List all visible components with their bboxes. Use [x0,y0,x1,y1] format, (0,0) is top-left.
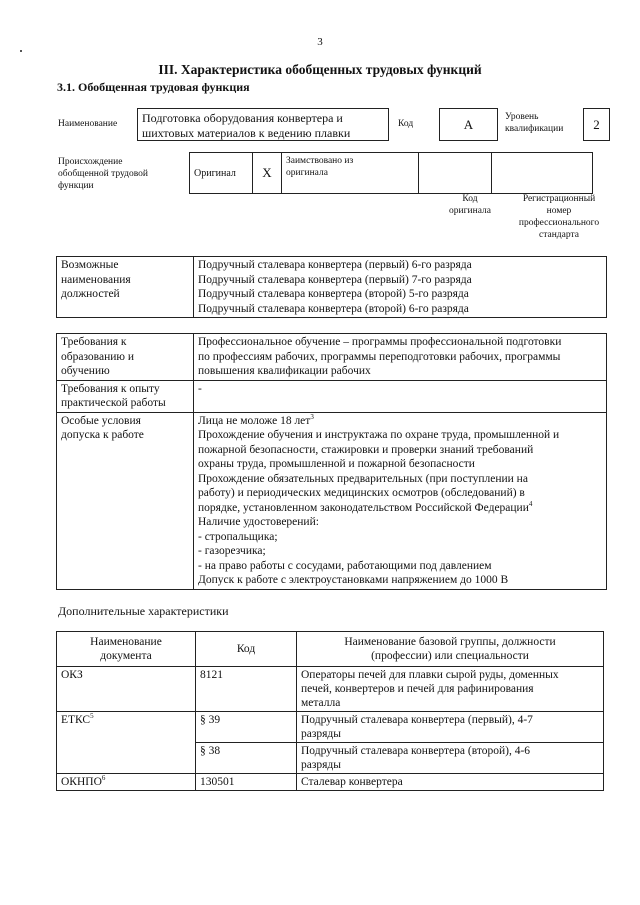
special-line: охраны труда, промышленной и пожарной безопасности [198,458,475,470]
special-line: Наличие удостоверений: [198,516,319,528]
positions-label-line-2: наименования [61,273,131,286]
etks-name-line: разряды [301,728,342,740]
subsection-title: 3.1. Обобщенная трудовая функция [57,80,250,94]
level-label-line-1: Уровень [505,112,539,122]
level-label [505,111,563,135]
oknpo-doc-text: ОКНПО [61,776,102,788]
level-label-line-2: квалификации [505,124,564,134]
positions-label-line-1: Возможные [61,259,119,271]
code-original-caption [436,193,504,217]
etks-name-1 [297,712,604,743]
oknpo-doc [57,774,196,791]
positions-list [194,257,607,318]
level-value: 2 [583,108,610,141]
okz-name-line: металла [301,697,341,709]
age-text: Лица не моложе 18 лет [198,414,311,427]
education-label [57,334,194,381]
education-line-3: повышения квалификации рабочих [198,365,371,377]
footnote-ref: 5 [90,712,94,721]
name-label: Наименование [58,119,118,129]
education-line-2: по профессиям рабочих, программы переподготовки рабочих, программы [198,350,561,363]
oknpo-code: 130501 [196,774,297,791]
etks-name-line: Подручный сталевара конвертера (первый), 4-7 [301,714,533,726]
experience-label [57,380,194,412]
age-requirement [198,414,602,429]
footnote-ref: 4 [528,499,533,508]
etks-doc-text: ЕТКС [61,714,91,726]
origin-label [58,156,148,192]
special-line: - на право работы с сосудами, работающими под давлением [198,559,492,572]
position-item: Подручный сталевара конвертера (первый) 6-го разряда [198,259,472,271]
function-name-line-1: Подготовка оборудования конвертера и [142,111,343,125]
function-name-line-2: шихтовых материалов к ведению плавки [142,125,351,140]
code-value: А [439,108,498,141]
page-number: 3 [317,36,323,48]
special-line: Прохождение обучения и инструктажа по охране труда, промышленной и [198,429,560,441]
origin-label-line-3: функции [58,181,94,191]
additional-table [56,631,604,791]
borrowed-line-2: оригинала [286,168,328,178]
special-line: - газорезчика; [198,545,266,557]
borrowed-label [282,153,419,194]
special-label-line-1: Особые условия [61,414,141,427]
etks-name-line: разряды [301,759,342,771]
okz-doc: ОКЗ [57,667,196,712]
education-label-line-1: Требования к [61,336,127,348]
education-text [194,334,607,381]
header-code: Код [196,632,297,667]
origin-label-line-1: Происхождение [58,157,123,167]
education-label-line-3: обучению [61,365,110,377]
registration-caption [506,193,612,241]
table-row [57,712,604,743]
special-text [194,412,607,589]
registration-line-4: стандарта [539,230,579,240]
special-line: пожарной безопасности, стажировки и проверки знаний требований [198,443,534,456]
etks-code-2: § 38 [196,743,297,774]
table-row [57,774,604,791]
registration-number-cell [492,153,593,194]
code-original-line-1: Код [462,194,478,204]
okz-name-line: Операторы печей для плавки сырой руды, доменных [301,669,559,681]
etks-name-2 [297,743,604,774]
requirements-table [56,333,607,590]
origin-label-line-2: обобщенной трудовой [58,169,148,179]
header-document-line-2: документа [100,650,152,662]
header-name-line-1: Наименование базовой группы, должности [344,636,556,648]
original-label: Оригинал [190,153,253,194]
origin-table [189,152,593,194]
positions-label-line-3: должностей [61,288,120,300]
etks-code-1: § 39 [196,712,297,743]
law-text: порядке, установленном законодательством Российской Федерации [198,501,529,514]
additional-title: Дополнительные характеристики [58,604,229,618]
code-original-line-2: оригинала [449,206,491,216]
education-line-1: Профессиональное обучение – программы профессиональной подготовки [198,336,562,348]
registration-line-1: Регистрационный [522,194,596,204]
borrowed-line-1: Заимствовано из [286,156,354,166]
etks-name-line: Подручный сталевара конвертера (второй), 4-6 [301,745,531,757]
function-name-field [137,108,389,141]
footnote-ref: 6 [101,774,106,783]
special-line: Прохождение обязательных предварительных (при поступлении на [198,472,528,485]
registration-line-3: профессионального [518,218,600,228]
special-label-line-2: допуска к работе [61,429,144,441]
special-label [57,412,194,589]
experience-label-line-1: Требования к опыту [61,382,160,395]
position-item: Подручный сталевара конвертера (второй) 5-го разряда [198,288,469,300]
positions-label [57,257,194,318]
special-line: - стропальщика; [198,530,278,543]
table-row [57,667,604,712]
header-name [297,632,604,667]
okz-name-line: печей, конвертеров и печей для рафинирования [301,683,534,695]
header-document [57,632,196,667]
law-requirement [198,501,602,516]
education-label-line-2: образованию и [61,350,134,363]
section-title: III. Характеристика обобщенных трудовых функций [158,62,482,77]
okz-name [297,667,604,712]
original-mark: Х [253,153,282,194]
positions-table [56,256,607,318]
footnote-ref: 3 [310,412,314,421]
position-item: Подручный сталевара конвертера (второй) 6-го разряда [198,302,469,315]
special-line: Допуск к работе с электроустановками напряжением до 1000 В [198,574,509,586]
scan-speck [20,50,22,52]
okz-code: 8121 [196,667,297,712]
original-code-cell [419,153,492,194]
position-item: Подручный сталевара конвертера (первый) 7-го разряда [198,273,472,286]
experience-label-line-2: практической работы [61,397,166,409]
special-line: работу) и периодических медицинских осмотров (обследований) в [198,487,525,499]
registration-line-2: номер [546,206,572,216]
code-label: Код [398,119,414,129]
header-name-line-2: (профессии) или специальности [371,650,529,662]
etks-doc [57,712,196,774]
oknpo-name: Сталевар конвертера [297,774,604,791]
experience-text: - [194,380,607,412]
header-document-line-1: Наименование [90,636,162,648]
